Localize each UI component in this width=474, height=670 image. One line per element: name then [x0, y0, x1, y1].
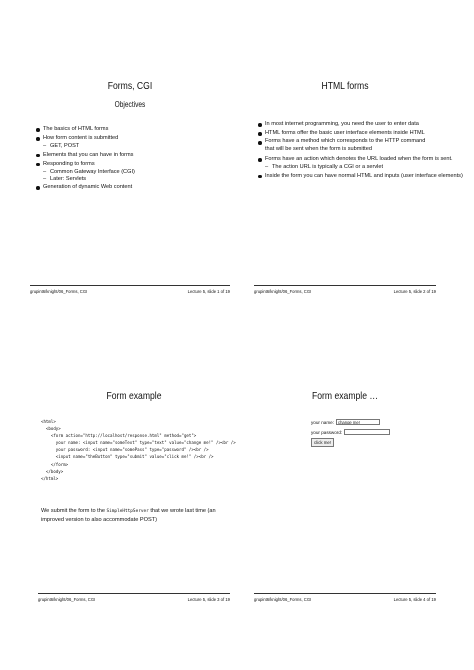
footer-left: grupint6/knight/06_Forms, CGI: [254, 289, 312, 294]
sub-list-item: – GET, POST: [43, 143, 230, 150]
footer-divider: [30, 285, 230, 286]
slide-title: HTML forms: [321, 80, 369, 92]
code-line: your password: <input name="somePass" type="password" /><br />: [41, 447, 209, 453]
code-line: <html>: [41, 419, 56, 424]
footer-left: grupint6/knight/06_Forms, CGI: [30, 289, 88, 294]
password-label: your password:: [311, 429, 343, 435]
footer-right: Lecture 5, slide 4 of 19: [393, 597, 436, 602]
code-line: <body>: [41, 426, 61, 432]
password-row: [311, 427, 390, 437]
slide-title: Form example …: [311, 390, 379, 402]
password-input[interactable]: [344, 429, 390, 435]
slide-4: [254, 385, 436, 615]
sub-list-item: – The action URL is typically a CGI or a servlet: [265, 164, 436, 171]
footer-right: Lecture 5, slide 1 of 19: [187, 289, 230, 294]
list-item: Elements that you can have in forms: [36, 151, 230, 160]
code-block: [41, 418, 236, 482]
slide-subtitle: Objectives: [114, 100, 146, 109]
bullet-list: [36, 125, 230, 193]
slide-1: [30, 75, 230, 305]
sub-list-item: – Common Gateway Interface (CGI): [43, 169, 230, 176]
explanation-paragraph: We submit the form to the SimpleHttpServer that we wrote last time (an improved version to also accommodate POST): [41, 508, 216, 523]
slide-3: [38, 385, 236, 615]
code-line: <input name="theButton" type="submit" value="click me!" /><br />: [41, 454, 214, 460]
footer-divider: [254, 593, 436, 594]
code-inline: SimpleHttpServer: [106, 509, 149, 514]
list-item: In most internet programming, you need the user to enter data: [258, 120, 436, 129]
name-input[interactable]: change me!: [336, 419, 380, 425]
list-item: Forms have a method which corresponds to the HTTP command that will be sent when the form is submitted: [258, 138, 436, 153]
code-line: your name: <input name="someText" type="text" value="change me!" /><br />: [41, 440, 236, 446]
name-row: [311, 417, 390, 427]
footer-right: Lecture 5, slide 3 of 19: [187, 597, 230, 602]
code-line: </html>: [41, 475, 59, 481]
code-line: </body>: [41, 468, 64, 474]
footer-left: grupint6/knight/06_Forms, CGI: [38, 597, 96, 602]
bullet-list: [258, 120, 463, 181]
list-item: The basics of HTML forms: [36, 125, 230, 134]
form-preview: [311, 417, 390, 447]
list-item: How form content is submitted – GET, POST: [36, 134, 230, 150]
slide-title: Forms, CGI: [107, 80, 153, 92]
list-item: Responding to forms – Common Gateway Interface (CGI) – Later: Servlets: [36, 160, 230, 184]
footer-left: grupint6/knight/06_Forms, CGI: [254, 597, 312, 602]
submit-button[interactable]: click me!: [311, 438, 334, 447]
code-line: <form action="http://localhost/response.html" method="get">: [41, 433, 197, 439]
list-item: HTML forms offer the basic user interface elements inside HTML: [258, 129, 436, 138]
slide-2: [254, 75, 463, 305]
name-label: your name:: [311, 419, 334, 425]
sub-list-item: – Later: Servlets: [43, 176, 230, 183]
list-item: Inside the form you can have normal HTML and inputs (user interface elements): [258, 172, 436, 181]
list-item: Generation of dynamic Web content: [36, 183, 230, 192]
footer-divider: [254, 285, 436, 286]
footer-right: Lecture 5, slide 2 of 19: [393, 289, 436, 294]
code-line: </form>: [41, 461, 69, 467]
list-item: Forms have an action which denotes the URL loaded when the form is sent. – The action URL is typically a CGI or a servlet: [258, 155, 436, 171]
footer-divider: [38, 593, 230, 594]
slide-title: Form example: [106, 390, 162, 402]
